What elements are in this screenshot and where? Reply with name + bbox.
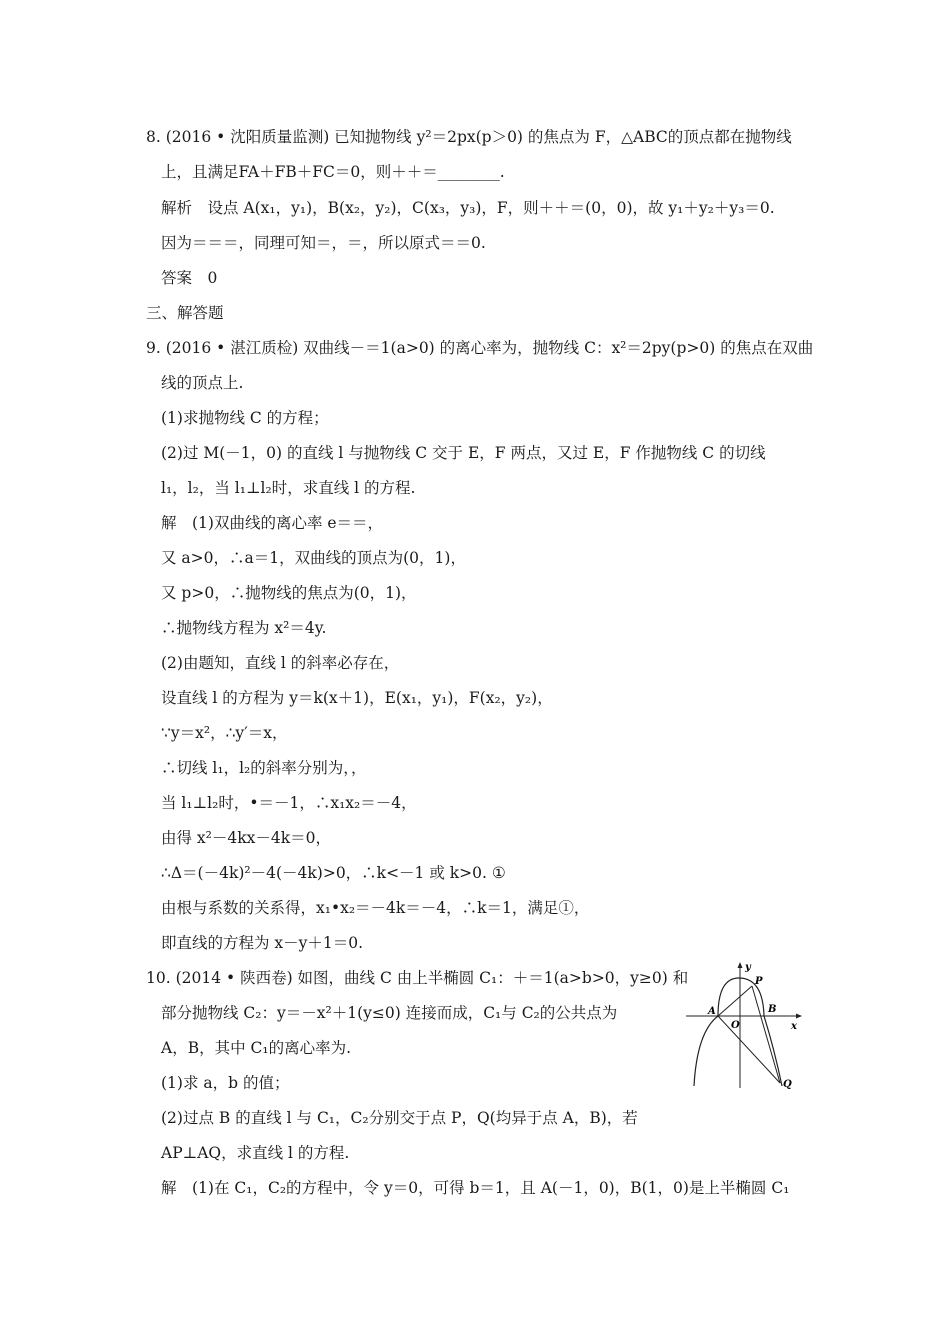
line-q9-part1: (1)求抛物线 C 的方程； — [161, 409, 329, 427]
line-q8-2: 上，且满足FA＋FB＋FC＝0，则＋＋＝________. — [161, 163, 505, 181]
line-q9-sol-9: 当 l₁⊥l₂时，•＝－1，∴x₁x₂＝－4， — [161, 794, 417, 812]
line-q9-sol-6: 设直线 l 的方程为 y＝k(x＋1)，E(x₁，y₁)，F(x₂，y₂)， — [161, 689, 553, 707]
line-q10-sol-1: 解 (1)在 C₁，C₂的方程中，令 y＝0，可得 b＝1，且 A(－1，0)，B(1，0)是上半椭圆 C₁ — [161, 1179, 790, 1197]
label-p: P — [755, 976, 763, 987]
line-q10-3: A，B，其中 C₁的离心率为. — [161, 1039, 352, 1057]
line-q9-part2-b: l₁，l₂，当 l₁⊥l₂时，求直线 l 的方程. — [161, 479, 416, 497]
line-q9-sol-4: ∴抛物线方程为 x²＝4y. — [161, 619, 327, 637]
curve-figure — [684, 958, 810, 1090]
segment-ap — [718, 986, 752, 1016]
line-q9-2: 线的顶点上. — [161, 374, 244, 392]
line-q10-part2-b: AP⊥AQ，求直线 l 的方程. — [161, 1144, 350, 1162]
line-q9-sol-12: 由根与系数的关系得，x₁•x₂＝－4k＝－4，∴k＝1，满足①， — [161, 899, 590, 917]
line-q8-1: 8. (2016 • 沈阳质量监测) 已知抛物线 y²＝2px(p＞0) 的焦点为 F，△ABC的顶点都在抛物线 — [146, 128, 792, 146]
label-b: B — [768, 1004, 777, 1015]
line-q9-sol-10: 由得 x²－4kx－4k＝0， — [161, 829, 331, 847]
line-q10-part2: (2)过点 B 的直线 l 与 C₁，C₂分别交于点 P，Q(均异于点 A，B)，若 — [161, 1109, 638, 1127]
line-q10-1: 10. (2014 • 陕西卷) 如图，曲线 C 由上半椭圆 C₁：＋＝1(a>b>0，y≥0) 和 — [146, 969, 689, 987]
section-heading: 三、解答题 — [146, 304, 224, 322]
x-axis-arrow — [796, 1014, 802, 1019]
line-q8-answer: 答案 0 — [161, 269, 218, 287]
label-a: A — [708, 1006, 716, 1017]
line-q9-sol-13: 即直线的方程为 x－y＋1＝0. — [161, 934, 364, 952]
line-q9-sol-8: ∴切线 l₁，l₂的斜率分别为，， — [161, 759, 367, 777]
line-q9-part2: (2)过 M(－1，0) 的直线 l 与抛物线 C 交于 E，F 两点，又过 E，F 作抛物线 C 的切线 — [161, 444, 766, 462]
line-q10-part1: (1)求 a，b 的值； — [161, 1074, 290, 1092]
line-q9-sol-2: 又 a>0，∴a＝1，双曲线的顶点为(0，1)， — [161, 549, 466, 567]
line-q9-sol-7: ∵y＝x²，∴y′＝x， — [161, 724, 288, 742]
y-axis-arrow — [738, 962, 743, 968]
line-q9-sol-5: (2)由题知，直线 l 的斜率必存在， — [161, 654, 400, 672]
line-q9-1: 9. (2016 • 湛江质检) 双曲线－＝1(a>0) 的离心率为，抛物线 C：x²＝2py(p>0) 的焦点在双曲 — [146, 339, 814, 357]
label-x: x — [791, 1021, 797, 1032]
line-q10-2: 部分抛物线 C₂：y＝－x²＋1(y≤0) 连接而成，C₁与 C₂的公共点为 — [161, 1004, 618, 1022]
line-q9-sol-11: ∴Δ＝(－4k)²－4(－4k)>0，∴k<－1 或 k>0. ① — [161, 864, 506, 882]
line-q8-analysis: 解析 设点 A(x₁，y₁)，B(x₂，y₂)，C(x₃，y₃)，F，则＋＋＝(0，0)，故 y₁＋y₂＋y₃＝0. — [161, 199, 775, 217]
label-o: O — [731, 1020, 740, 1031]
label-y: y — [745, 962, 751, 973]
line-q9-sol-1: 解 (1)双曲线的离心率 e＝＝， — [161, 514, 384, 532]
label-q: Q — [783, 1079, 792, 1090]
line-q8-analysis-2: 因为＝＝＝，同理可知＝，＝，所以原式＝＝0. — [161, 234, 486, 252]
line-q9-sol-3: 又 p>0，∴抛物线的焦点为(0，1)， — [161, 584, 417, 602]
